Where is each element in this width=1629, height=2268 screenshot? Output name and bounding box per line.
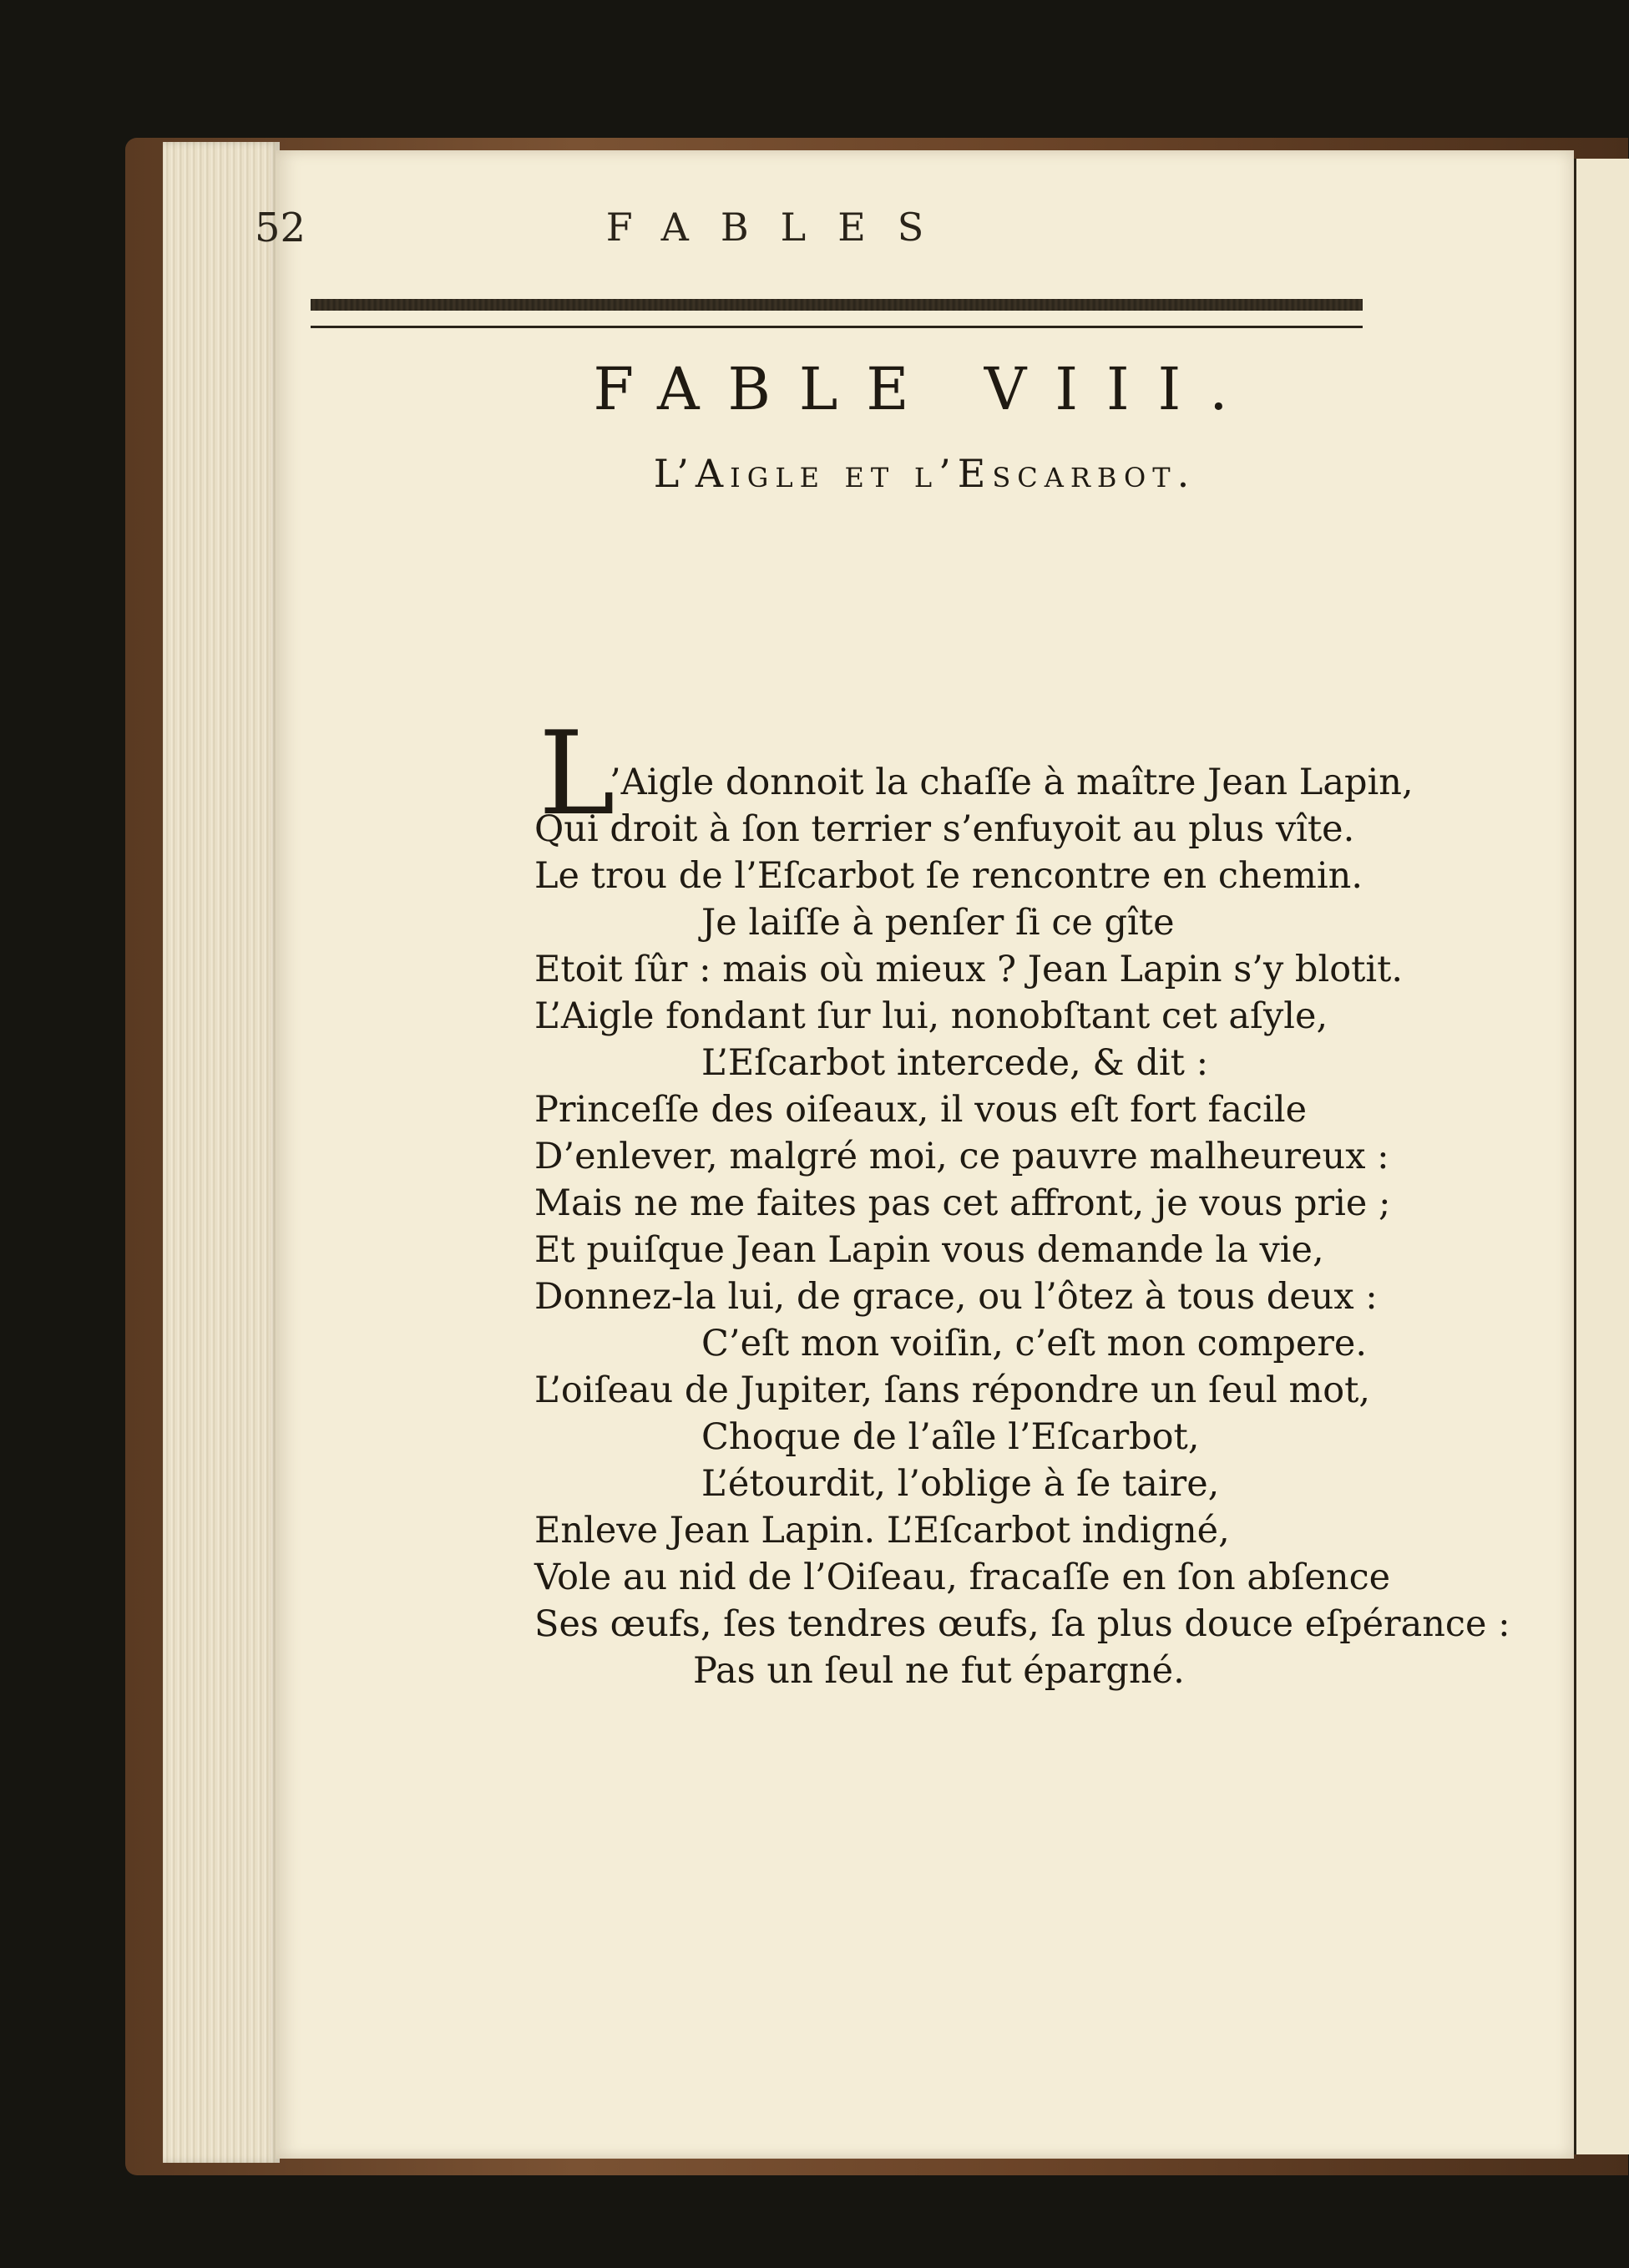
poem-line: D’enlever, malgré moi, ce pauvre malheureux : bbox=[534, 1136, 1389, 1177]
poem-line: Enleve Jean Lapin. L’Eſcarbot indigné, bbox=[534, 1510, 1230, 1552]
poem-line: Mais ne me faites pas cet affront, je vous prie ; bbox=[534, 1182, 1391, 1224]
poem-line: Ses œufs, ſes tendres œufs, ſa plus douce eſpérance : bbox=[534, 1603, 1510, 1645]
poem-line: L’Aigle fondant ſur lui, nonobſtant cet aſyle, bbox=[534, 995, 1328, 1037]
poem-line: ’Aigle donnoit la chaſſe à maître Jean Lapin, bbox=[610, 762, 1414, 803]
poem-line: Etoit ſûr : mais où mieux ? Jean Lapin s’y blotit. bbox=[534, 949, 1404, 990]
page-number: 52 bbox=[255, 205, 306, 251]
fable-title: FABLE VIII. bbox=[593, 355, 1257, 423]
poem-line: C’eſt mon voiſin, c’eſt mon compere. bbox=[701, 1323, 1368, 1364]
poem-line: Choque de l’aîle l’Eſcarbot, bbox=[701, 1416, 1200, 1458]
poem-line: Pas un ſeul ne fut épargné. bbox=[693, 1650, 1185, 1692]
poem-line: Vole au nid de l’Oiſeau, fracaſſe en ſon abſence bbox=[534, 1557, 1391, 1598]
poem-line: Donnez-la lui, de grace, ou l’ôtez à tous deux : bbox=[534, 1276, 1378, 1318]
poem-line: Et puiſque Jean Lapin vous demande la vie, bbox=[534, 1229, 1324, 1271]
poem-line: Princeſſe des oiſeaux, il vous eſt fort facile bbox=[534, 1089, 1308, 1131]
poem-line: Le trou de l’Eſcarbot ſe rencontre en chemin. bbox=[534, 855, 1363, 897]
running-head: FABLES bbox=[605, 205, 956, 250]
poem-line: L’Eſcarbot intercede, & dit : bbox=[701, 1042, 1209, 1084]
poem-line: L’oiſeau de Jupiter, ſans répondre un ſeul mot, bbox=[534, 1369, 1371, 1411]
poem-line: L’étourdit, l’oblige à ſe taire, bbox=[701, 1463, 1220, 1505]
poem-line: Qui droit à ſon terrier s’enfuyoit au plus vîte. bbox=[534, 808, 1355, 850]
drop-cap: L bbox=[539, 706, 615, 841]
fable-subtitle: L’Aigle et l’Escarbot. bbox=[653, 451, 1196, 496]
poem-line: Je laiſſe à penſer ſi ce gîte bbox=[701, 902, 1175, 944]
